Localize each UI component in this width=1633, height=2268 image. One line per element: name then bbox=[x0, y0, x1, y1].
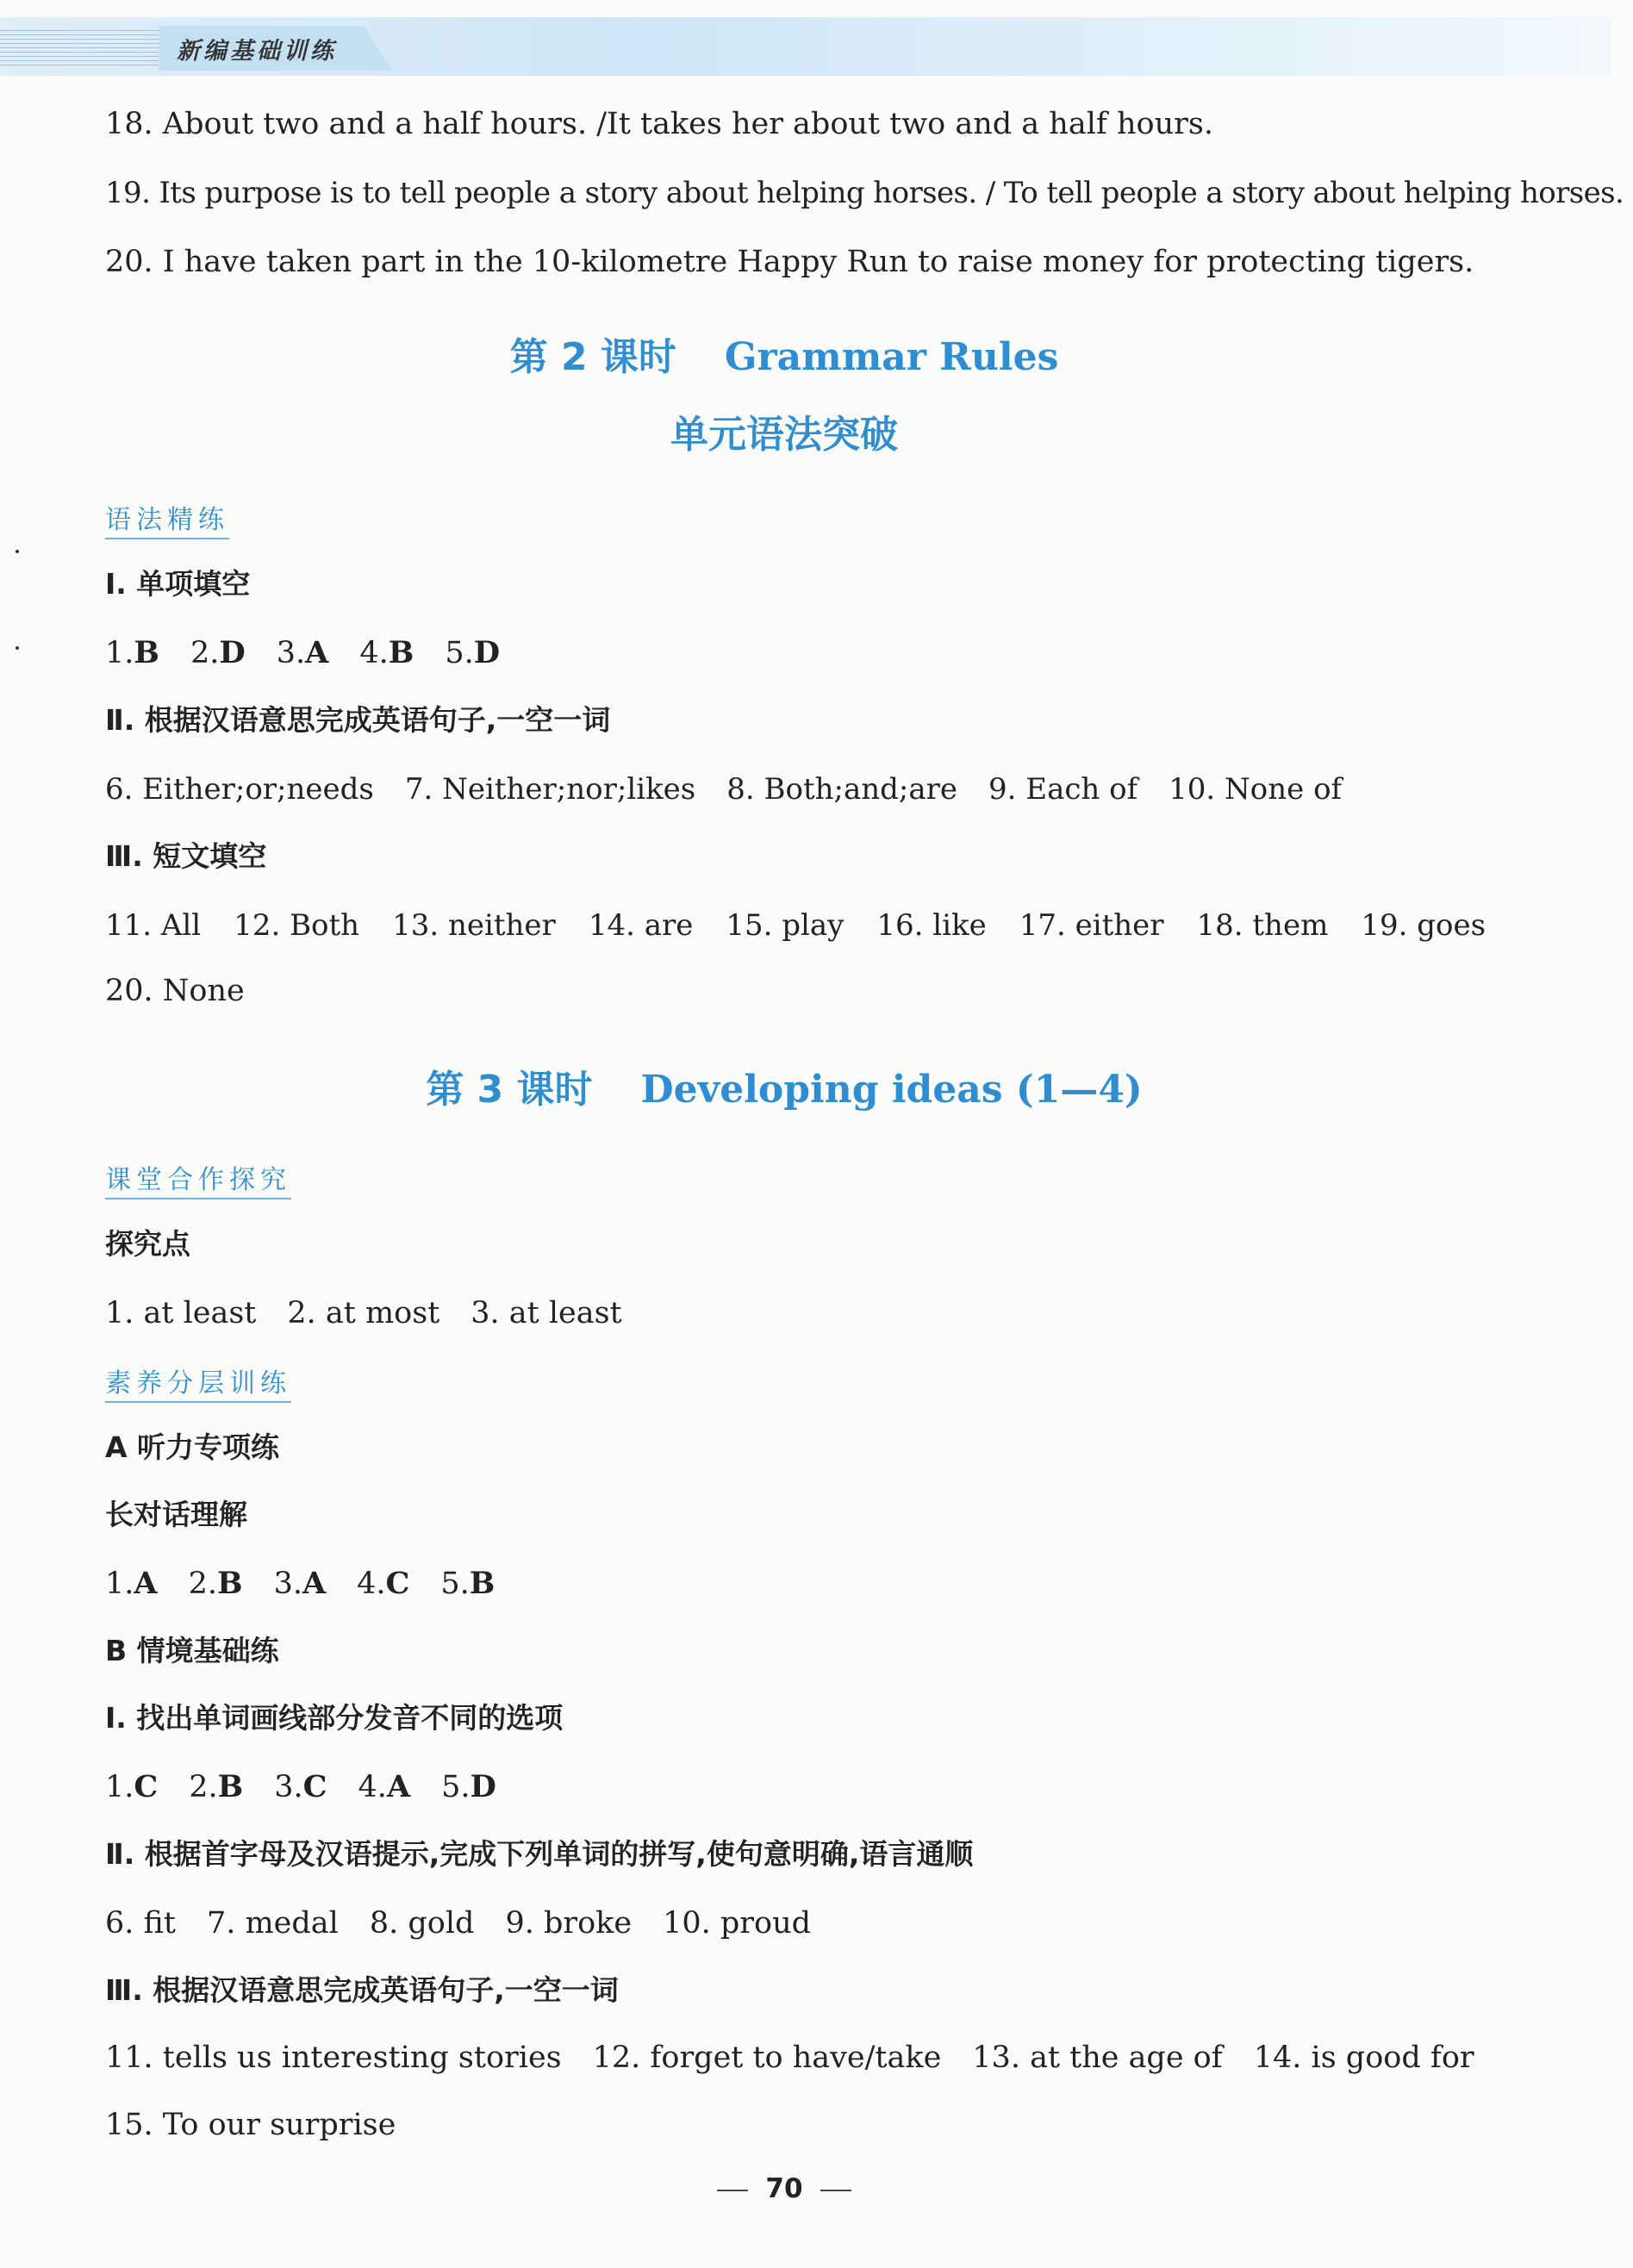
part-title: Ⅱ. 根据首字母及汉语提示,完成下列单词的拼写,使句意明确,语言通顺 bbox=[105, 1837, 974, 1871]
lesson-number: 第 3 课时 bbox=[426, 1068, 593, 1112]
lesson-title: Developing ideas (1—4) bbox=[640, 1068, 1143, 1112]
section-label: 素养分层训练 bbox=[105, 1361, 291, 1403]
answer-row: 11. tells us interesting stories 12. forget to have/take 13. at the age of 14. is good for bbox=[105, 2041, 1474, 2075]
part-title: Ⅲ. 根据汉语意思完成英语句子,一空一词 bbox=[105, 1973, 619, 2007]
part-title: Ⅲ. 短文填空 bbox=[105, 839, 267, 873]
section-label: 课堂合作探究 bbox=[105, 1158, 291, 1199]
margin-dot bbox=[16, 646, 19, 650]
lesson-heading bbox=[0, 326, 1568, 381]
part-title: Ⅰ. 找出单词画线部分发音不同的选项 bbox=[105, 1701, 564, 1735]
answer-row: 1. at least 2. at most 3. at least bbox=[105, 1296, 622, 1330]
answer-line: 18. About two and a half hours. /It takes her about two and a half hours. bbox=[105, 107, 1213, 141]
answer-line: 15. To our surprise bbox=[105, 2108, 396, 2142]
margin-dot bbox=[16, 550, 19, 553]
lesson-subtitle: 单元语法突破 bbox=[670, 413, 898, 457]
lesson-title: Grammar Rules bbox=[724, 335, 1059, 379]
answer-line: 20. I have taken part in the 10-kilometre Happy Run to raise money for protecting tigers. bbox=[105, 245, 1474, 279]
part-title: A 听力专项练 bbox=[105, 1430, 280, 1464]
part-title: 探究点 bbox=[105, 1227, 190, 1261]
answer-row: 11. All 12. Both 13. neither 14. are 15. play 16. like 17. either 18. them 19. goes bbox=[105, 908, 1487, 943]
section-label: 语法精练 bbox=[105, 498, 229, 539]
book-series-title: 新编基础训练 bbox=[177, 38, 337, 65]
answer-line: 20. None bbox=[105, 974, 245, 1008]
part-title: B 情境基础练 bbox=[105, 1634, 279, 1667]
lesson-heading bbox=[0, 1058, 1568, 1113]
lesson-subheading bbox=[0, 403, 1568, 458]
answer-line: 19. Its purpose is to tell people a story about helping horses. / To tell people a story about helping horses. bbox=[105, 176, 1624, 210]
page-number-dash bbox=[820, 2190, 851, 2191]
answer-row: 1.A 2.B 3.A 4.C 5.B bbox=[105, 1566, 496, 1601]
header-decoration bbox=[0, 29, 159, 65]
lesson-number: 第 2 课时 bbox=[509, 335, 676, 379]
page-number-dash bbox=[717, 2190, 748, 2191]
page-number bbox=[0, 2173, 1568, 2204]
answer-row: 6. Either;or;needs 7. Neither;nor;likes 8. Both;and;are 9. Each of 10. None of bbox=[105, 772, 1343, 807]
part-title: 长对话理解 bbox=[105, 1498, 247, 1531]
answer-row: 1.B 2.D 3.A 4.B 5.D bbox=[105, 635, 501, 670]
answer-row: 6. fit 7. medal 8. gold 9. broke 10. proud bbox=[105, 1906, 812, 1941]
page-number-value: 70 bbox=[765, 2173, 803, 2204]
part-title: Ⅱ. 根据汉语意思完成英语句子,一空一词 bbox=[105, 703, 611, 737]
answer-row: 1.C 2.B 3.C 4.A 5.D bbox=[105, 1769, 496, 1804]
part-title: Ⅰ. 单项填空 bbox=[105, 567, 251, 601]
